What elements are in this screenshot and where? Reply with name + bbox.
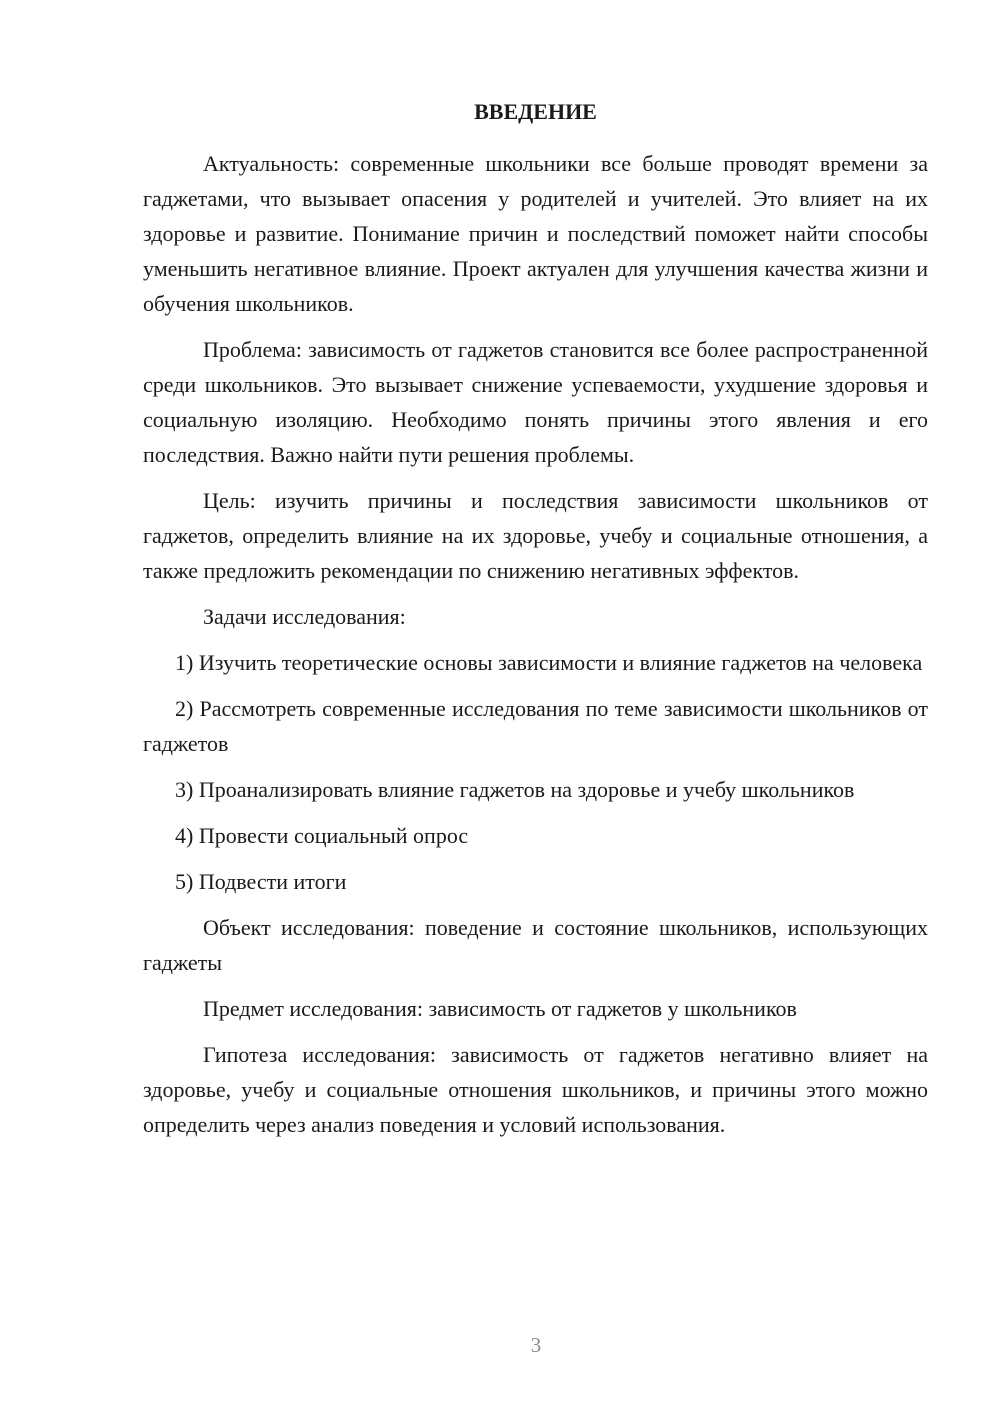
task-item-3: 3) Проанализировать влияние гаджетов на здоровье и учебу школьников <box>175 777 855 802</box>
object-paragraph: Объект исследования: поведение и состояние школьников, использующих гаджеты <box>143 915 928 975</box>
relevance-paragraph: Актуальность: современные школьники все больше проводят времени за гаджетами, что вызывает опасения у родителей и учителей. Это влияет на их здоровье и развитие. Понимание причин и последствий поможет найти способы уменьшить негативное влияние. Проект актуален для улучшения качества жизни и обучения школьников. <box>143 151 928 316</box>
subject-paragraph: Предмет исследования: зависимость от гаджетов у школьников <box>203 996 797 1021</box>
task-item-2: 2) Рассмотреть современные исследования по теме зависимости школьников от гаджетов <box>143 696 928 756</box>
problem-paragraph: Проблема: зависимость от гаджетов становится все более распространенной среди школьников. Это вызывает снижение успеваемости, ухудшение здоровья и социальную изоляцию. Необходимо понять причины этого явления и его последствия. Важно найти пути решения проблемы. <box>143 337 928 467</box>
hypothesis-paragraph: Гипотеза исследования: зависимость от гаджетов негативно влияет на здоровье, учебу и социальные отношения школьников, и причины этого можно определить через анализ поведения и условий использования. <box>143 1042 928 1137</box>
task-item-1: 1) Изучить теоретические основы зависимости и влияние гаджетов на человека <box>175 650 923 675</box>
goal-paragraph: Цель: изучить причины и последствия зависимости школьников от гаджетов, определить влияние на их здоровье, учебу и социальные отношения, а также предложить рекомендации по снижению негативных эффектов. <box>143 488 928 583</box>
document-body <box>143 94 928 1153</box>
tasks-heading: Задачи исследования: <box>203 604 406 629</box>
section-title: ВВЕДЕНИЕ <box>474 99 597 124</box>
page-number: 3 <box>530 1333 542 1357</box>
task-item-5: 5) Подвести итоги <box>175 869 347 894</box>
task-item-4: 4) Провести социальный опрос <box>175 823 469 848</box>
